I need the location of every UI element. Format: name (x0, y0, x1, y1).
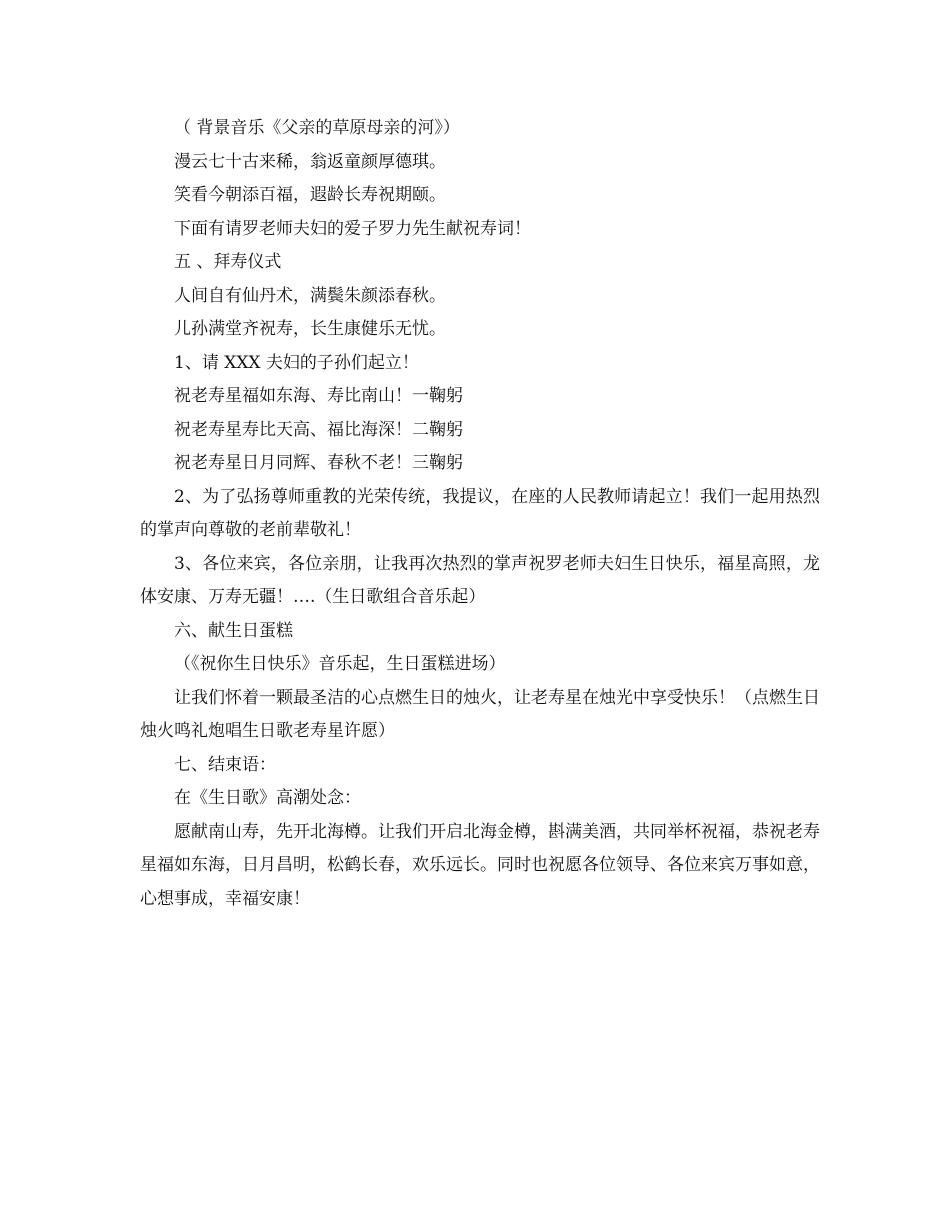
paragraph-recite-intro: 在《生日歌》高潮处念： (174, 788, 361, 808)
paragraph-bow-1: 祝老寿星福如东海、寿比南山！一鞠躬 (174, 386, 463, 406)
paragraph-item-1: 1、请 XXX 夫妇的子孙们起立！ (174, 352, 419, 373)
paragraph-background-music: （ 背景音乐《父亲的草原母亲的河》） (174, 118, 460, 138)
paragraph-cake-music: （《祝你生日快乐》音乐起，生日蛋糕进场） (174, 654, 506, 674)
paragraph-item-3: 3、各位来宾，各位亲朋，让我再次热烈的掌声祝罗老师夫妇生日快乐，福星高照，龙体安康、万寿无疆！….（生日歌组合音乐起） (140, 553, 820, 607)
paragraph-closing-blessing: 愿献南山寿，先开北海樽。让我们开启北海金樽，斟满美酒，共同举杯祝福，恭祝老寿星福如东海，日月昌明，松鹤长春，欢乐远长。同时也祝愿各位领导、各位来宾万事如意，心想事成，幸福安康！ (140, 821, 820, 909)
section-heading-5: 五 、拜寿仪式 (174, 252, 282, 272)
paragraph-poem-line-1: 漫云七十古来稀，翁返童颜厚德琪。 (174, 151, 446, 172)
paragraph-invite-speech: 下面有请罗老师夫妇的爱子罗力先生献祝寿词！ (174, 218, 531, 239)
paragraph-poem-line-2: 笑看今朝添百福，遐龄长寿祝期颐。 (174, 185, 446, 205)
document-body (140, 112, 820, 916)
paragraph-poem-line-4: 儿孙满堂齐祝寿，长生康健乐无忧。 (174, 319, 446, 339)
section-heading-6: 六、献生日蛋糕 (174, 620, 293, 641)
section-heading-7: 七、结束语： (174, 754, 276, 775)
paragraph-bow-3: 祝老寿星日月同辉、春秋不老！三鞠躬 (174, 453, 463, 473)
paragraph-item-2: 2、为了弘扬尊师重教的光荣传统，我提议，在座的人民教师请起立！我们一起用热烈的掌声向尊敬的老前辈敬礼！ (140, 486, 820, 540)
paragraph-bow-2: 祝老寿星寿比天高、福比海深！二鞠躬 (174, 419, 463, 440)
paragraph-poem-line-3: 人间自有仙丹术，满鬓朱颜添春秋。 (174, 285, 446, 306)
paragraph-candles: 让我们怀着一颗最圣洁的心点燃生日的烛火，让老寿星在烛光中享受快乐！（点燃生日烛火鸣礼炮唱生日歌老寿星许愿） (140, 687, 820, 741)
